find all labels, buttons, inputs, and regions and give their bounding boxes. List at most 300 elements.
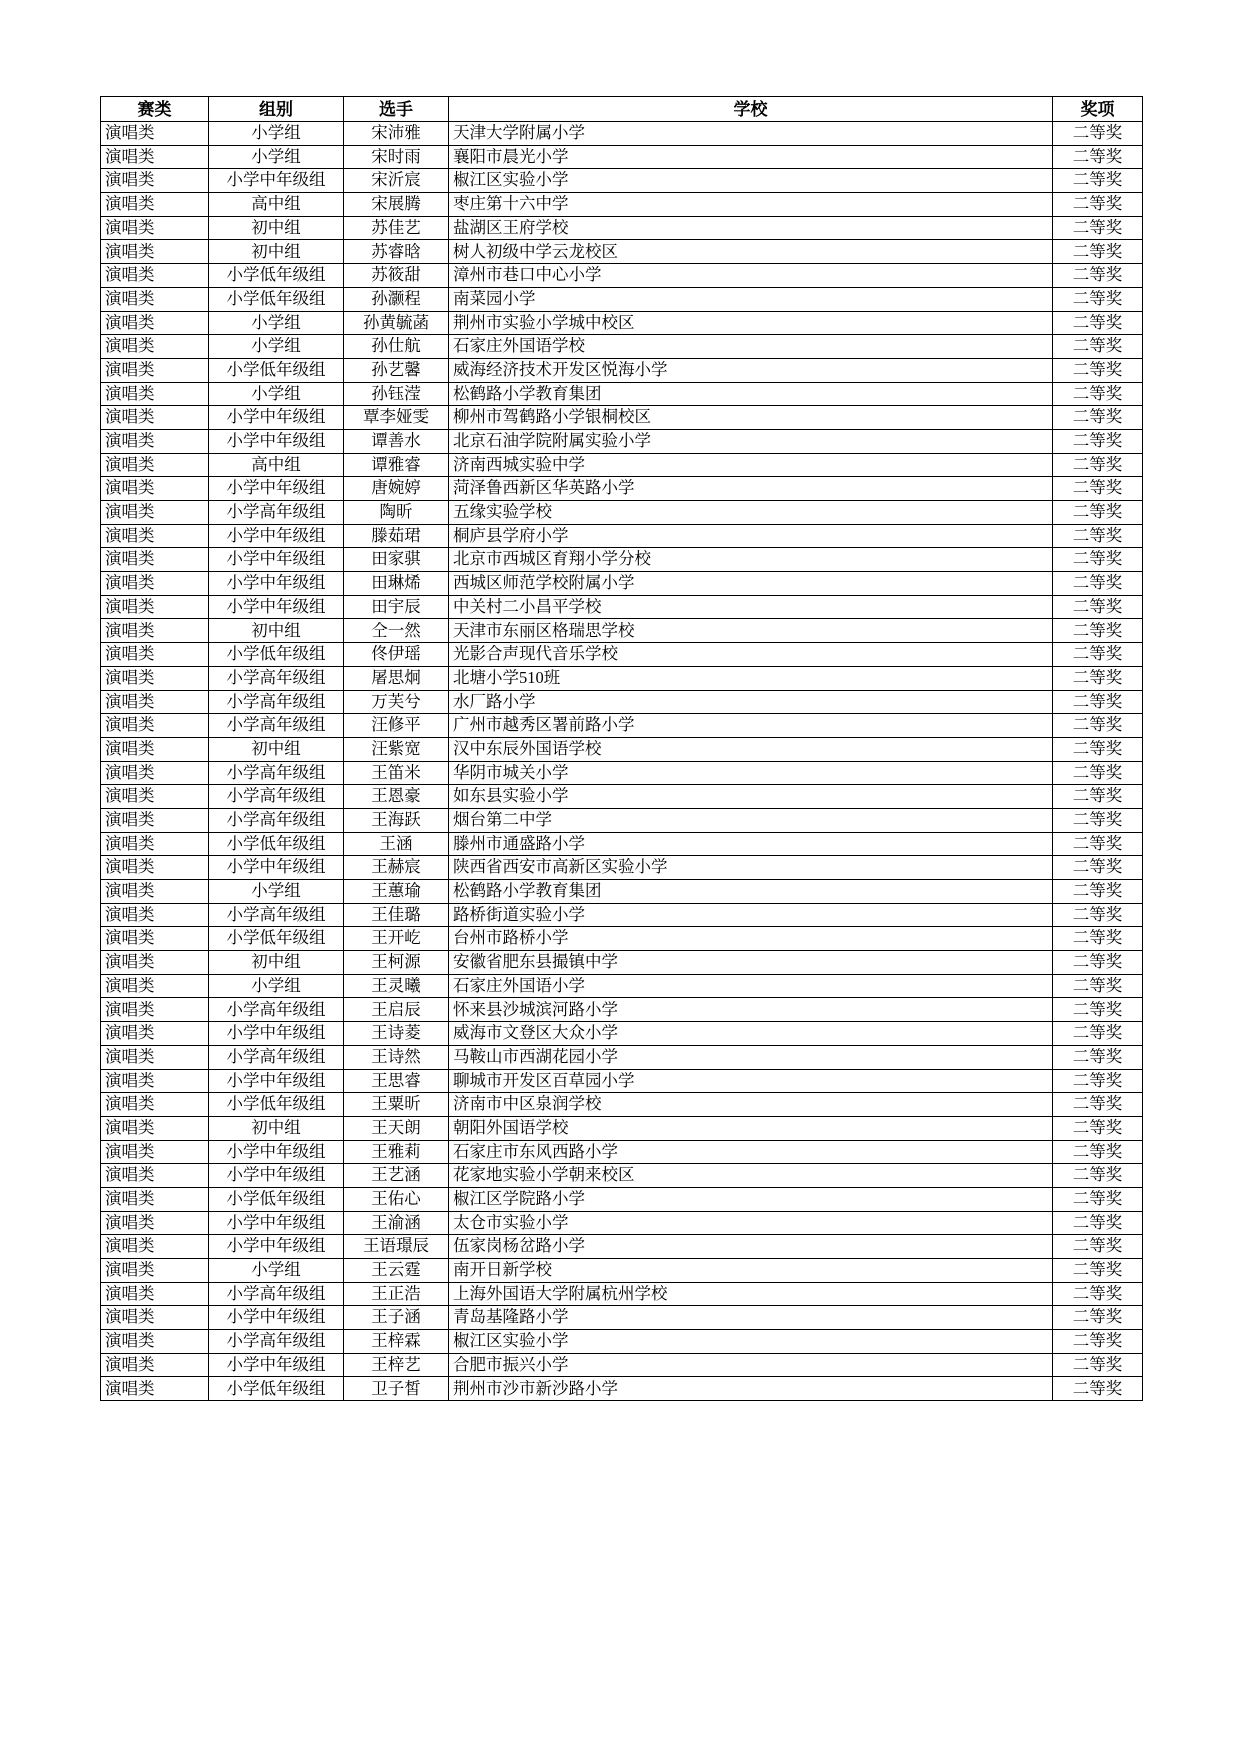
- cell-category: 演唱类: [101, 287, 209, 311]
- cell-group: 小学高年级组: [209, 666, 344, 690]
- cell-category: 演唱类: [101, 264, 209, 288]
- cell-category: 演唱类: [101, 808, 209, 832]
- cell-group: 高中组: [209, 453, 344, 477]
- cell-award: 二等奖: [1053, 264, 1143, 288]
- table-row: [101, 122, 1143, 146]
- cell-group: 小学中年级组: [209, 1069, 344, 1093]
- table-row: [101, 595, 1143, 619]
- cell-category: 演唱类: [101, 1306, 209, 1330]
- cell-award: 二等奖: [1053, 145, 1143, 169]
- cell-player: 卫子皙: [344, 1377, 449, 1401]
- cell-school: 台州市路桥小学: [449, 927, 1053, 951]
- cell-group: 初中组: [209, 1116, 344, 1140]
- cell-group: 小学高年级组: [209, 761, 344, 785]
- cell-player: 孙灏程: [344, 287, 449, 311]
- cell-category: 演唱类: [101, 501, 209, 525]
- table-row: [101, 1235, 1143, 1259]
- cell-award: 二等奖: [1053, 1330, 1143, 1354]
- cell-school: 如东县实验小学: [449, 785, 1053, 809]
- cell-category: 演唱类: [101, 122, 209, 146]
- cell-group: 小学组: [209, 1259, 344, 1283]
- cell-player: 王启辰: [344, 998, 449, 1022]
- cell-award: 二等奖: [1053, 595, 1143, 619]
- cell-award: 二等奖: [1053, 903, 1143, 927]
- cell-school: 花家地实验小学朝来校区: [449, 1164, 1053, 1188]
- cell-school: 南开日新学校: [449, 1259, 1053, 1283]
- cell-school: 树人初级中学云龙校区: [449, 240, 1053, 264]
- cell-player: 谭雅睿: [344, 453, 449, 477]
- table-row: [101, 169, 1143, 193]
- cell-player: 宋展腾: [344, 193, 449, 217]
- cell-category: 演唱类: [101, 832, 209, 856]
- table-row: [101, 927, 1143, 951]
- cell-award: 二等奖: [1053, 524, 1143, 548]
- cell-category: 演唱类: [101, 335, 209, 359]
- cell-category: 演唱类: [101, 311, 209, 335]
- cell-category: 演唱类: [101, 524, 209, 548]
- cell-group: 小学中年级组: [209, 1353, 344, 1377]
- cell-category: 演唱类: [101, 1140, 209, 1164]
- cell-award: 二等奖: [1053, 1187, 1143, 1211]
- cell-school: 滕州市通盛路小学: [449, 832, 1053, 856]
- cell-player: 屠思炯: [344, 666, 449, 690]
- cell-group: 小学高年级组: [209, 903, 344, 927]
- cell-award: 二等奖: [1053, 1164, 1143, 1188]
- cell-group: 小学高年级组: [209, 808, 344, 832]
- cell-group: 小学高年级组: [209, 690, 344, 714]
- cell-player: 王蕙瑜: [344, 880, 449, 904]
- cell-award: 二等奖: [1053, 927, 1143, 951]
- cell-category: 演唱类: [101, 714, 209, 738]
- table-row: [101, 785, 1143, 809]
- cell-award: 二等奖: [1053, 761, 1143, 785]
- cell-group: 小学中年级组: [209, 429, 344, 453]
- cell-player: 谭善水: [344, 429, 449, 453]
- cell-group: 初中组: [209, 240, 344, 264]
- cell-award: 二等奖: [1053, 808, 1143, 832]
- cell-category: 演唱类: [101, 856, 209, 880]
- cell-award: 二等奖: [1053, 501, 1143, 525]
- cell-award: 二等奖: [1053, 406, 1143, 430]
- cell-school: 椒江区实验小学: [449, 1330, 1053, 1354]
- cell-award: 二等奖: [1053, 856, 1143, 880]
- cell-player: 佟伊瑶: [344, 643, 449, 667]
- cell-group: 小学组: [209, 145, 344, 169]
- cell-category: 演唱类: [101, 477, 209, 501]
- table-row: [101, 1306, 1143, 1330]
- table-body: [101, 122, 1143, 1401]
- cell-category: 演唱类: [101, 1353, 209, 1377]
- cell-school: 石家庄外国语小学: [449, 974, 1053, 998]
- cell-category: 演唱类: [101, 785, 209, 809]
- cell-award: 二等奖: [1053, 951, 1143, 975]
- cell-group: 小学中年级组: [209, 1164, 344, 1188]
- cell-player: 王梓霖: [344, 1330, 449, 1354]
- table-row: [101, 429, 1143, 453]
- cell-group: 小学低年级组: [209, 1377, 344, 1401]
- cell-group: 小学中年级组: [209, 572, 344, 596]
- cell-school: 中关村二小昌平学校: [449, 595, 1053, 619]
- cell-group: 小学中年级组: [209, 1235, 344, 1259]
- cell-player: 汪修平: [344, 714, 449, 738]
- cell-group: 小学中年级组: [209, 856, 344, 880]
- table-row: [101, 1045, 1143, 1069]
- cell-category: 演唱类: [101, 1187, 209, 1211]
- table-row: [101, 737, 1143, 761]
- cell-category: 演唱类: [101, 145, 209, 169]
- cell-school: 盐湖区王府学校: [449, 216, 1053, 240]
- cell-category: 演唱类: [101, 1093, 209, 1117]
- cell-award: 二等奖: [1053, 998, 1143, 1022]
- cell-player: 孙黄毓菡: [344, 311, 449, 335]
- cell-school: 济南西城实验中学: [449, 453, 1053, 477]
- cell-school: 伍家岗杨岔路小学: [449, 1235, 1053, 1259]
- cell-player: 田宇辰: [344, 595, 449, 619]
- cell-player: 王梓艺: [344, 1353, 449, 1377]
- cell-school: 天津市东丽区格瑞思学校: [449, 619, 1053, 643]
- cell-player: 王粟昕: [344, 1093, 449, 1117]
- cell-award: 二等奖: [1053, 335, 1143, 359]
- cell-group: 小学组: [209, 311, 344, 335]
- cell-school: 汉中东辰外国语学校: [449, 737, 1053, 761]
- cell-category: 演唱类: [101, 1045, 209, 1069]
- cell-school: 华阴市城关小学: [449, 761, 1053, 785]
- cell-award: 二等奖: [1053, 169, 1143, 193]
- cell-group: 初中组: [209, 737, 344, 761]
- cell-player: 王诗菱: [344, 1022, 449, 1046]
- cell-school: 桐庐县学府小学: [449, 524, 1053, 548]
- cell-school: 椒江区学院路小学: [449, 1187, 1053, 1211]
- cell-group: 小学中年级组: [209, 548, 344, 572]
- cell-player: 王赫宸: [344, 856, 449, 880]
- cell-school: 光影合声现代音乐学校: [449, 643, 1053, 667]
- cell-player: 王渝涵: [344, 1211, 449, 1235]
- cell-group: 小学中年级组: [209, 595, 344, 619]
- column-header-player: 选手: [344, 97, 449, 122]
- cell-award: 二等奖: [1053, 193, 1143, 217]
- cell-group: 小学低年级组: [209, 643, 344, 667]
- table-row: [101, 382, 1143, 406]
- table-row: [101, 453, 1143, 477]
- cell-category: 演唱类: [101, 927, 209, 951]
- cell-school: 北京市西城区育翔小学分校: [449, 548, 1053, 572]
- cell-school: 石家庄外国语学校: [449, 335, 1053, 359]
- cell-school: 合肥市振兴小学: [449, 1353, 1053, 1377]
- table-row: [101, 1093, 1143, 1117]
- cell-award: 二等奖: [1053, 619, 1143, 643]
- cell-group: 小学低年级组: [209, 358, 344, 382]
- cell-player: 王柯源: [344, 951, 449, 975]
- cell-group: 小学中年级组: [209, 406, 344, 430]
- cell-category: 演唱类: [101, 666, 209, 690]
- table-row: [101, 216, 1143, 240]
- cell-player: 万芙兮: [344, 690, 449, 714]
- cell-award: 二等奖: [1053, 643, 1143, 667]
- cell-group: 小学低年级组: [209, 1093, 344, 1117]
- cell-category: 演唱类: [101, 572, 209, 596]
- cell-group: 小学高年级组: [209, 1045, 344, 1069]
- table-row: [101, 1164, 1143, 1188]
- cell-group: 小学低年级组: [209, 927, 344, 951]
- cell-category: 演唱类: [101, 548, 209, 572]
- table-row: [101, 1330, 1143, 1354]
- cell-award: 二等奖: [1053, 737, 1143, 761]
- cell-group: 初中组: [209, 216, 344, 240]
- cell-award: 二等奖: [1053, 714, 1143, 738]
- cell-award: 二等奖: [1053, 477, 1143, 501]
- table-row: [101, 1282, 1143, 1306]
- cell-player: 王海跃: [344, 808, 449, 832]
- cell-school: 荆州市沙市新沙路小学: [449, 1377, 1053, 1401]
- cell-player: 王佑心: [344, 1187, 449, 1211]
- cell-category: 演唱类: [101, 1022, 209, 1046]
- table-row: [101, 1116, 1143, 1140]
- cell-player: 宋沛雅: [344, 122, 449, 146]
- cell-player: 王语璟辰: [344, 1235, 449, 1259]
- cell-school: 怀来县沙城滨河路小学: [449, 998, 1053, 1022]
- cell-player: 王笛米: [344, 761, 449, 785]
- cell-group: 小学组: [209, 335, 344, 359]
- cell-category: 演唱类: [101, 1259, 209, 1283]
- cell-school: 柳州市驾鹤路小学银桐校区: [449, 406, 1053, 430]
- cell-category: 演唱类: [101, 1211, 209, 1235]
- cell-category: 演唱类: [101, 429, 209, 453]
- cell-player: 王佳璐: [344, 903, 449, 927]
- cell-group: 小学中年级组: [209, 477, 344, 501]
- table-row: [101, 548, 1143, 572]
- cell-category: 演唱类: [101, 1116, 209, 1140]
- cell-school: 马鞍山市西湖花园小学: [449, 1045, 1053, 1069]
- cell-category: 演唱类: [101, 903, 209, 927]
- table-row: [101, 856, 1143, 880]
- cell-category: 演唱类: [101, 880, 209, 904]
- cell-group: 小学高年级组: [209, 998, 344, 1022]
- cell-player: 王天朗: [344, 1116, 449, 1140]
- table-row: [101, 998, 1143, 1022]
- cell-player: 王思睿: [344, 1069, 449, 1093]
- table-row: [101, 1069, 1143, 1093]
- table-row: [101, 690, 1143, 714]
- cell-player: 孙艺馨: [344, 358, 449, 382]
- cell-category: 演唱类: [101, 619, 209, 643]
- cell-group: 小学高年级组: [209, 1282, 344, 1306]
- column-header-group: 组别: [209, 97, 344, 122]
- cell-player: 王子涵: [344, 1306, 449, 1330]
- cell-group: 高中组: [209, 193, 344, 217]
- table-row: [101, 666, 1143, 690]
- cell-player: 陶昕: [344, 501, 449, 525]
- cell-school: 朝阳外国语学校: [449, 1116, 1053, 1140]
- cell-school: 松鹤路小学教育集团: [449, 880, 1053, 904]
- cell-award: 二等奖: [1053, 880, 1143, 904]
- cell-category: 演唱类: [101, 240, 209, 264]
- cell-player: 仝一然: [344, 619, 449, 643]
- cell-player: 苏佳艺: [344, 216, 449, 240]
- table-header: [101, 97, 1143, 122]
- cell-school: 北京石油学院附属实验小学: [449, 429, 1053, 453]
- cell-player: 滕茹珺: [344, 524, 449, 548]
- table-row: [101, 193, 1143, 217]
- cell-player: 汪紫宽: [344, 737, 449, 761]
- cell-award: 二等奖: [1053, 572, 1143, 596]
- cell-player: 王灵曦: [344, 974, 449, 998]
- cell-player: 王艺涵: [344, 1164, 449, 1188]
- cell-school: 太仓市实验小学: [449, 1211, 1053, 1235]
- cell-school: 荆州市实验小学城中校区: [449, 311, 1053, 335]
- table-row: [101, 619, 1143, 643]
- cell-category: 演唱类: [101, 1330, 209, 1354]
- cell-school: 烟台第二中学: [449, 808, 1053, 832]
- cell-award: 二等奖: [1053, 1045, 1143, 1069]
- cell-group: 小学高年级组: [209, 785, 344, 809]
- cell-school: 陕西省西安市高新区实验小学: [449, 856, 1053, 880]
- cell-player: 王涵: [344, 832, 449, 856]
- cell-group: 小学低年级组: [209, 287, 344, 311]
- table-row: [101, 1377, 1143, 1401]
- cell-category: 演唱类: [101, 761, 209, 785]
- table-row: [101, 880, 1143, 904]
- cell-award: 二等奖: [1053, 974, 1143, 998]
- cell-category: 演唱类: [101, 974, 209, 998]
- table-row: [101, 761, 1143, 785]
- award-results-table: [100, 96, 1143, 1401]
- cell-player: 王云霆: [344, 1259, 449, 1283]
- cell-award: 二等奖: [1053, 690, 1143, 714]
- table-row: [101, 974, 1143, 998]
- table-row: [101, 572, 1143, 596]
- cell-school: 上海外国语大学附属杭州学校: [449, 1282, 1053, 1306]
- table-row: [101, 1211, 1143, 1235]
- cell-award: 二等奖: [1053, 1022, 1143, 1046]
- cell-category: 演唱类: [101, 193, 209, 217]
- table-row: [101, 358, 1143, 382]
- cell-group: 小学中年级组: [209, 524, 344, 548]
- cell-player: 孙仕航: [344, 335, 449, 359]
- cell-school: 安徽省肥东县撮镇中学: [449, 951, 1053, 975]
- table-row: [101, 477, 1143, 501]
- cell-category: 演唱类: [101, 690, 209, 714]
- cell-group: 小学低年级组: [209, 832, 344, 856]
- cell-school: 聊城市开发区百草园小学: [449, 1069, 1053, 1093]
- cell-player: 宋时雨: [344, 145, 449, 169]
- cell-award: 二等奖: [1053, 216, 1143, 240]
- cell-category: 演唱类: [101, 406, 209, 430]
- cell-award: 二等奖: [1053, 1377, 1143, 1401]
- cell-category: 演唱类: [101, 1235, 209, 1259]
- cell-player: 王恩豪: [344, 785, 449, 809]
- cell-player: 宋沂宸: [344, 169, 449, 193]
- cell-category: 演唱类: [101, 1282, 209, 1306]
- cell-player: 苏筱甜: [344, 264, 449, 288]
- cell-player: 田琳烯: [344, 572, 449, 596]
- cell-group: 初中组: [209, 619, 344, 643]
- cell-category: 演唱类: [101, 643, 209, 667]
- table-row: [101, 1259, 1143, 1283]
- cell-school: 漳州市巷口中心小学: [449, 264, 1053, 288]
- cell-school: 松鹤路小学教育集团: [449, 382, 1053, 406]
- table-row: [101, 145, 1143, 169]
- cell-group: 小学高年级组: [209, 501, 344, 525]
- cell-school: 西城区师范学校附属小学: [449, 572, 1053, 596]
- cell-award: 二等奖: [1053, 1140, 1143, 1164]
- cell-award: 二等奖: [1053, 1259, 1143, 1283]
- cell-school: 北塘小学510班: [449, 666, 1053, 690]
- cell-school: 石家庄市东风西路小学: [449, 1140, 1053, 1164]
- cell-category: 演唱类: [101, 358, 209, 382]
- cell-category: 演唱类: [101, 1164, 209, 1188]
- cell-player: 王雅莉: [344, 1140, 449, 1164]
- cell-award: 二等奖: [1053, 358, 1143, 382]
- cell-category: 演唱类: [101, 1069, 209, 1093]
- cell-award: 二等奖: [1053, 1069, 1143, 1093]
- table-row: [101, 524, 1143, 548]
- cell-category: 演唱类: [101, 382, 209, 406]
- column-header-school: 学校: [449, 97, 1053, 122]
- cell-award: 二等奖: [1053, 1093, 1143, 1117]
- cell-group: 小学组: [209, 974, 344, 998]
- table-row: [101, 903, 1143, 927]
- column-header-award: 奖项: [1053, 97, 1143, 122]
- cell-school: 济南市中区泉润学校: [449, 1093, 1053, 1117]
- cell-school: 威海市文登区大众小学: [449, 1022, 1053, 1046]
- cell-award: 二等奖: [1053, 1235, 1143, 1259]
- cell-school: 襄阳市晨光小学: [449, 145, 1053, 169]
- table-row: [101, 1187, 1143, 1211]
- cell-group: 小学组: [209, 382, 344, 406]
- cell-player: 王诗然: [344, 1045, 449, 1069]
- table-row: [101, 287, 1143, 311]
- cell-category: 演唱类: [101, 998, 209, 1022]
- cell-award: 二等奖: [1053, 832, 1143, 856]
- cell-award: 二等奖: [1053, 382, 1143, 406]
- cell-school: 水厂路小学: [449, 690, 1053, 714]
- cell-award: 二等奖: [1053, 1306, 1143, 1330]
- table-row: [101, 643, 1143, 667]
- cell-school: 五缘实验学校: [449, 501, 1053, 525]
- cell-group: 小学组: [209, 122, 344, 146]
- cell-school: 南菜园小学: [449, 287, 1053, 311]
- table-header-row: [101, 97, 1143, 122]
- table-row: [101, 240, 1143, 264]
- table-row: [101, 1022, 1143, 1046]
- cell-school: 天津大学附属小学: [449, 122, 1053, 146]
- table-row: [101, 501, 1143, 525]
- cell-award: 二等奖: [1053, 122, 1143, 146]
- cell-award: 二等奖: [1053, 429, 1143, 453]
- column-header-category: 赛类: [101, 97, 209, 122]
- cell-player: 覃李娅雯: [344, 406, 449, 430]
- table-row: [101, 714, 1143, 738]
- cell-award: 二等奖: [1053, 785, 1143, 809]
- cell-award: 二等奖: [1053, 287, 1143, 311]
- cell-award: 二等奖: [1053, 240, 1143, 264]
- cell-player: 唐婉婷: [344, 477, 449, 501]
- cell-category: 演唱类: [101, 169, 209, 193]
- cell-award: 二等奖: [1053, 1116, 1143, 1140]
- cell-group: 初中组: [209, 951, 344, 975]
- cell-group: 小学中年级组: [209, 1306, 344, 1330]
- cell-group: 小学中年级组: [209, 1211, 344, 1235]
- cell-school: 椒江区实验小学: [449, 169, 1053, 193]
- cell-player: 孙钰滢: [344, 382, 449, 406]
- table-row: [101, 951, 1143, 975]
- cell-group: 小学中年级组: [209, 169, 344, 193]
- cell-award: 二等奖: [1053, 1211, 1143, 1235]
- table-row: [101, 1353, 1143, 1377]
- cell-group: 小学低年级组: [209, 1187, 344, 1211]
- table-row: [101, 311, 1143, 335]
- cell-award: 二等奖: [1053, 666, 1143, 690]
